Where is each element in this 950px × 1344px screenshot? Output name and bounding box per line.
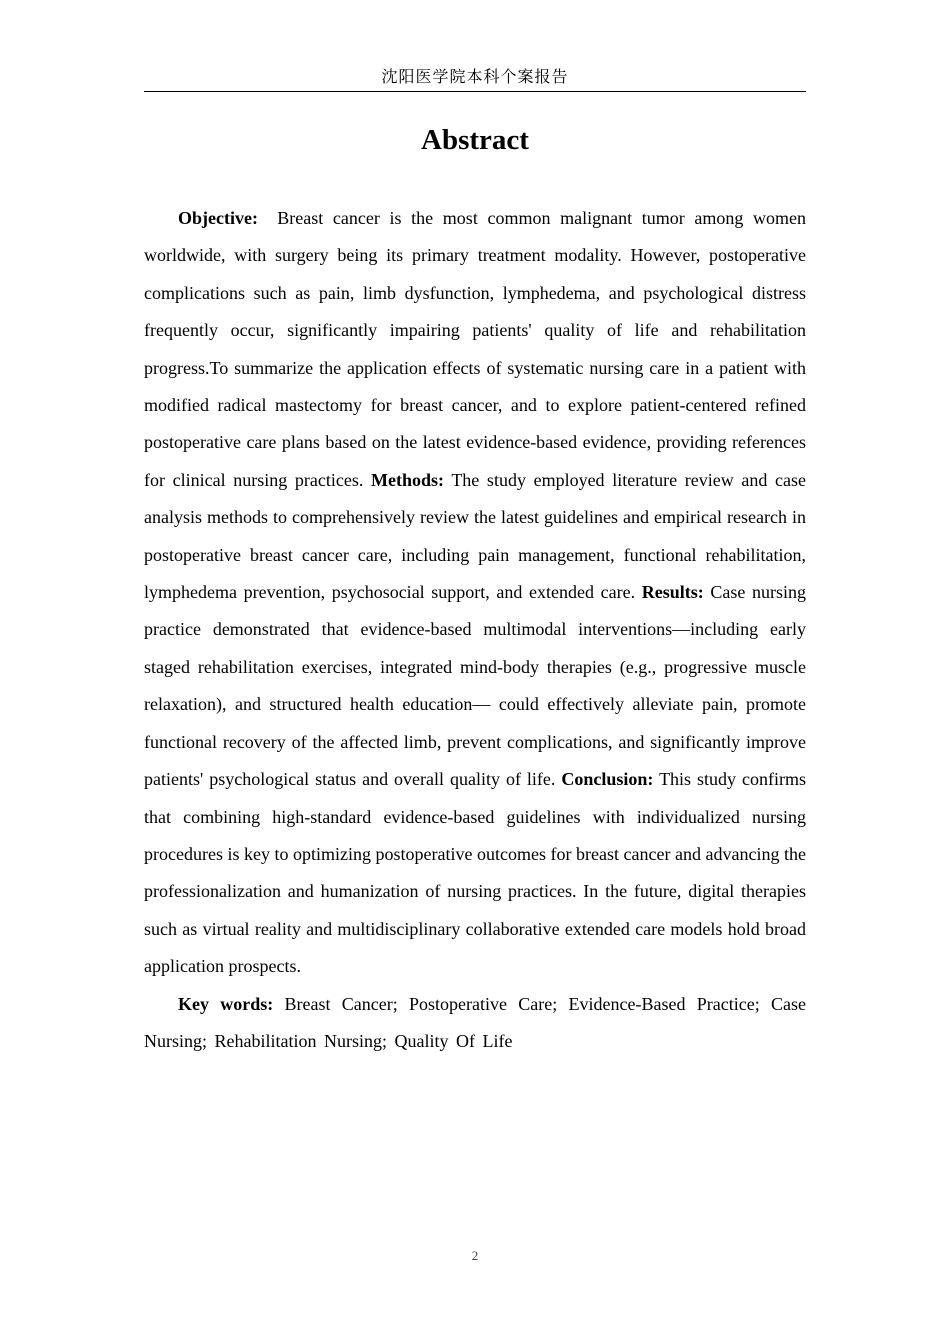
page-title: Abstract bbox=[421, 124, 529, 156]
objective-label: Objective: bbox=[178, 208, 258, 228]
abstract-paragraph bbox=[144, 200, 806, 986]
header-rule bbox=[144, 91, 806, 92]
methods-label: Methods: bbox=[370, 469, 444, 490]
results-label: Results: bbox=[641, 582, 704, 603]
running-header: 沈阳医学院本科个案报告 bbox=[381, 67, 569, 86]
keywords-label: Key words: bbox=[178, 993, 274, 1014]
objective-text: Breast cancer is the most common malignant tumor among women worldwide, with surgery being its primary treatment modality. However, postoperative complications such as pain, limb dysfunction, lymphedema, and psychological distress frequently occur, significantly impairing patients' quality of life and rehabilitation progress.To summarize the application effects of systematic nursing care in a patient with modified radical mastectomy for breast cancer, and to explore patient-centered refined postoperative care plans based on the latest evidence-based evidence, providing references for clinical nursing practices. bbox=[144, 208, 807, 490]
keywords-text: Breast Cancer; Postoperative Care; Evidence-Based Practice; Case Nursing; Rehabilitation Nursing; Quality Of Life bbox=[144, 993, 806, 1051]
conclusion-text: This study confirms that combining high-standard evidence-based guidelines with individualized nursing procedures is key to optimizing postoperative outcomes for breast cancer and advancing the professionalization and humanization of nursing practices. In the future, digital therapies such as virtual reality and multidisciplinary collaborative extended care models hold broad application prospects. bbox=[144, 769, 806, 977]
methods-text: The study employed literature review and case analysis methods to comprehensively review the latest guidelines and empirical research in postoperative breast cancer care, including pain management, functional rehabilitation, lymphedema prevention, psychosocial support, and extended care. bbox=[144, 469, 807, 603]
page-number: 2 bbox=[471, 1248, 479, 1263]
abstract-body bbox=[144, 200, 806, 1060]
conclusion-label: Conclusion: bbox=[561, 769, 654, 790]
keywords-paragraph bbox=[144, 986, 806, 1061]
results-text: Case nursing practice demonstrated that evidence-based multimodal interventions—including early staged rehabilitation exercises, integrated mind-body therapies (e.g., progressive muscle relaxation), and structured health education— could effectively alleviate pain, promote functional recovery of the affected limb, prevent complications, and significantly improve patients' psychological status and overall quality of life. bbox=[144, 582, 807, 790]
